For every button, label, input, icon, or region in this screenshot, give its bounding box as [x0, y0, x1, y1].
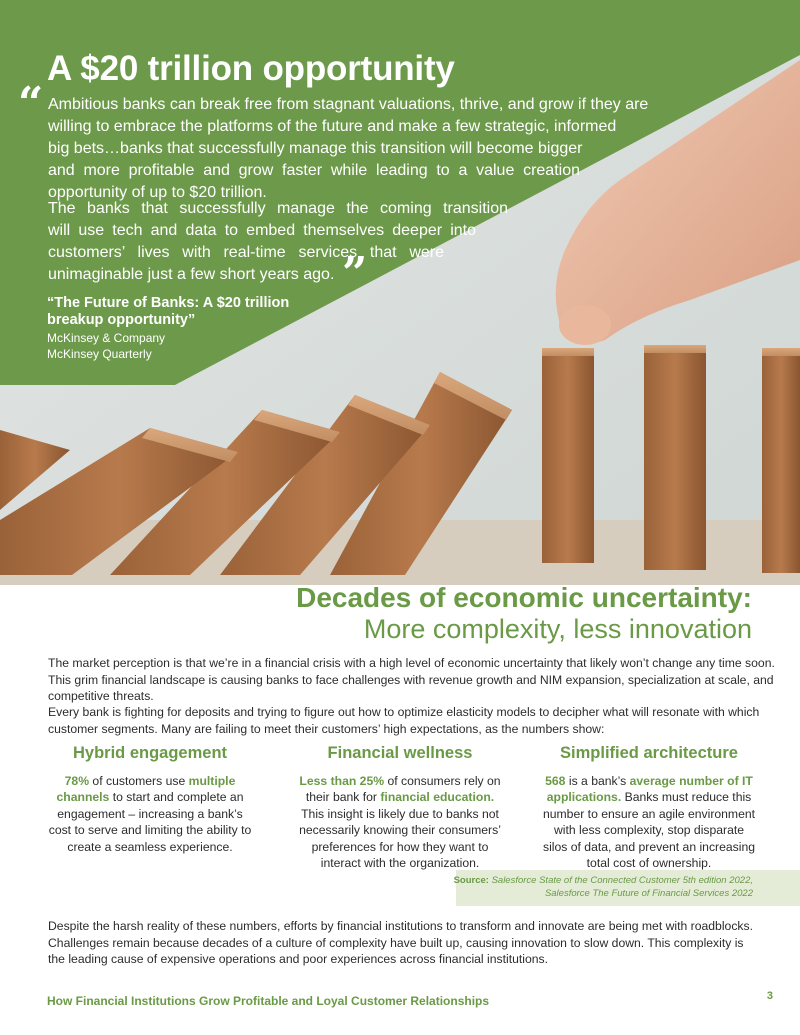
- quote-paragraph-1: [48, 94, 688, 204]
- section-subheading: More complexity, less innovation: [363, 614, 752, 644]
- stat-text: Banks must reduce this: [621, 790, 752, 805]
- source-box: [453, 870, 800, 906]
- citation-source: [47, 330, 165, 362]
- citation-publisher: McKinsey & Company: [47, 331, 166, 345]
- stat-body: [290, 773, 510, 871]
- stat-highlight: 568: [545, 774, 566, 788]
- stat-highlight: applications.: [546, 790, 622, 805]
- citation-publication: McKinsey Quarterly: [47, 347, 152, 361]
- stat-highlight: average number of IT: [629, 774, 753, 788]
- source-label: Source:: [453, 875, 489, 886]
- stat-text: number to ensure an agile environment: [542, 806, 756, 821]
- stat-text: This insight is likely due to banks not: [301, 806, 499, 821]
- paragraph-line: Every bank is fighting for deposits and trying to figure out how to optimize elasticity models to decipher what will resonate with which: [48, 705, 760, 719]
- quote-line: big bets…banks that successfully manage this transition will become bigger: [48, 140, 583, 157]
- quote-line: and more profitable and grow faster while leading to a value creation: [48, 162, 580, 179]
- page-number: 3: [766, 990, 773, 1002]
- stat-highlight: 78%: [64, 774, 90, 788]
- citation-title: [47, 295, 289, 329]
- stat-body: [40, 773, 260, 855]
- source-line: Salesforce State of the Connected Customer 5th edition 2022,: [488, 875, 753, 886]
- close-quote-mark: ”: [342, 248, 368, 299]
- stat-title: Simplified architecture: [560, 744, 738, 762]
- closing-paragraph: [48, 918, 753, 968]
- stat-highlight: Less than 25%: [299, 774, 385, 788]
- quote-line: willing to embrace the platforms of the future and make a few strategic, informed: [48, 118, 617, 135]
- stat-text: of consumers rely on: [384, 774, 501, 788]
- stat-text: is a bank’s: [565, 774, 630, 788]
- hero-title: A $20 trillion opportunity: [47, 49, 455, 88]
- stat-financial-wellness: [290, 744, 510, 871]
- stat-text: total cost of ownership.: [586, 856, 712, 871]
- quote-line: unimaginable just a few short years ago.: [48, 266, 335, 283]
- paragraph-line: This grim financial landscape is causing banks to face challenges with revenue growth and NIM expansion, specialization at scale, and: [48, 672, 774, 687]
- quote-line: opportunity of up to $20 trillion.: [48, 184, 267, 201]
- quote-line: Ambitious banks can break free from stagnant valuations, thrive, and grow if they are: [48, 96, 649, 113]
- stat-text: of customers use: [89, 774, 189, 788]
- stat-title: Financial wellness: [327, 744, 473, 762]
- stat-text: engagement – increasing a bank’s: [57, 806, 243, 821]
- stat-body: [539, 773, 759, 871]
- footer-title: How Financial Institutions Grow Profitable and Loyal Customer Relationships: [47, 994, 490, 1008]
- quote-line: The banks that successfully manage the coming transition: [48, 200, 508, 217]
- source-line: Salesforce The Future of Financial Services 2022: [544, 888, 753, 899]
- stat-highlight: channels: [56, 790, 110, 805]
- stat-text: create a seamless experience.: [67, 839, 233, 854]
- paragraph-line: Challenges remain because decades of a culture of complexity have built up, causing innovation to slow down. This complexity is: [48, 935, 744, 950]
- intro-paragraph-1: [48, 655, 775, 705]
- section-heading: Decades of economic uncertainty:: [296, 582, 752, 613]
- stat-text: their bank for: [305, 790, 381, 805]
- stat-text: preferences for how they want to: [311, 839, 489, 854]
- source-citation: [454, 874, 753, 900]
- stat-highlight: financial education.: [380, 790, 495, 805]
- stat-text: to start and complete an: [109, 790, 244, 805]
- citation-title-line: breakup opportunity”: [47, 312, 196, 328]
- quote-line: customers’ lives with real-time services that were: [48, 244, 444, 261]
- quote-paragraph-2: [48, 198, 518, 286]
- paragraph-line: customer segments. Many are failing to meet their customers’ high expectations, as the numbers show:: [48, 721, 605, 736]
- stat-text: cost to serve and limiting the ability to: [48, 823, 252, 838]
- quote-line: will use tech and data to embed themselves deeper into: [48, 222, 476, 239]
- open-quote-mark: “: [18, 78, 44, 129]
- stat-text: with less complexity, stop disparate: [553, 823, 745, 838]
- intro-paragraph-2: [48, 704, 760, 737]
- stat-text: interact with the organization.: [320, 856, 480, 871]
- stat-simplified-architecture: [539, 744, 759, 871]
- stat-title: Hybrid engagement: [72, 744, 228, 762]
- paragraph-line: The market perception is that we’re in a financial crisis with a high level of economic uncertainty that likely won’t change any time soon.: [48, 656, 775, 670]
- stat-text: necessarily knowing their consumers’: [299, 823, 501, 838]
- citation-title-line: “The Future of Banks: A $20 trillion: [47, 295, 290, 311]
- stat-hybrid-engagement: [40, 744, 260, 855]
- paragraph-line: competitive threats.: [48, 689, 154, 703]
- stat-text: silos of data, and prevent an increasing: [542, 839, 756, 854]
- paragraph-line: the leading cause of expensive operations and poor experiences across financial institutions.: [48, 952, 548, 966]
- stat-highlight: multiple: [188, 774, 236, 788]
- paragraph-line: Despite the harsh reality of these numbers, efforts by financial institutions to transform and innovate are being met with roadblocks.: [48, 919, 753, 933]
